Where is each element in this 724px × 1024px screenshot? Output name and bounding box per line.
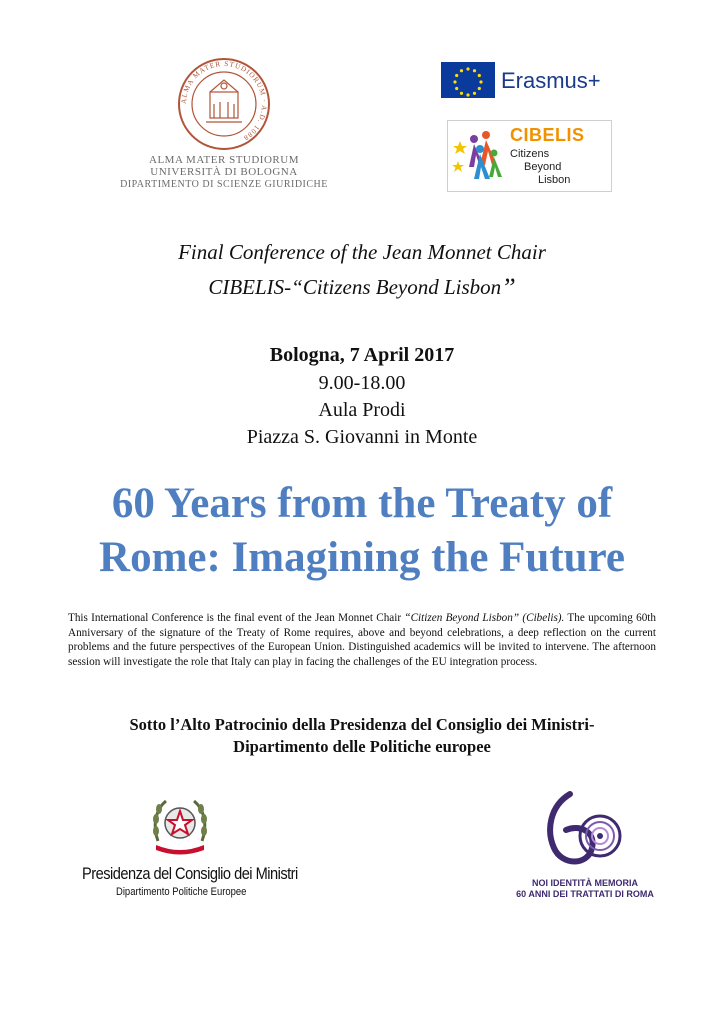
event-date: Bologna, 7 April 2017 bbox=[269, 344, 455, 366]
cibelis-word-citizens: Citizens bbox=[510, 148, 550, 160]
university-of-bologna-logo bbox=[116, 56, 332, 196]
erasmus-plus-logo bbox=[441, 62, 626, 98]
main-title bbox=[0, 477, 724, 585]
erasmus-plus-label: Erasmus+ bbox=[501, 68, 601, 93]
presidenza-line2: Dipartimento Politiche Europee bbox=[116, 886, 247, 898]
patronage-line2: Dipartimento delle Politiche europee bbox=[233, 737, 491, 756]
conference-subtitle-text: CIBELIS-“Citizens Beyond Lisbon bbox=[208, 275, 502, 299]
description-part1: This International Conference is the final event of the Jean Monnet Chair bbox=[68, 612, 405, 624]
svg-text:ALMA MATER STUDIORUM · A.D. 10: ALMA MATER STUDIORUM · A.D. 1088 bbox=[179, 59, 269, 143]
main-title-line2: Rome: Imagining the Future bbox=[99, 534, 625, 581]
sixty-logo-line2: 60 ANNI DEI TRATTATI DI ROMA bbox=[516, 889, 654, 899]
main-title-line1: 60 Years from the Treaty of bbox=[111, 480, 613, 527]
eu-flag-icon bbox=[441, 62, 495, 98]
conference-description bbox=[68, 611, 656, 669]
university-seal-icon bbox=[176, 56, 272, 152]
patronage-line1: Sotto l’Alto Patrocinio della Presidenza del Consiglio dei Ministri- bbox=[129, 715, 595, 734]
italian-republic-emblem-icon bbox=[150, 795, 210, 859]
presidenza-line1: Presidenza del Consiglio dei Ministri bbox=[82, 864, 298, 883]
description-italic: “Citizen Beyond Lisbon” (Cibelis). bbox=[404, 612, 565, 624]
cibelis-name: CIBELIS bbox=[510, 125, 585, 145]
unibo-line-alma-mater: ALMA MATER STUDIORUM bbox=[149, 154, 299, 166]
cibelis-figures-icon bbox=[452, 127, 502, 183]
conference-subtitle-line1: Final Conference of the Jean Monnet Chair bbox=[178, 240, 546, 264]
closing-quote: ” bbox=[501, 273, 516, 302]
unibo-line-universita: UNIVERSITÀ DI BOLOGNA bbox=[150, 166, 298, 178]
cibelis-logo bbox=[447, 120, 612, 192]
unibo-line-dipartimento: DIPARTIMENTO DI SCIENZE GIURIDICHE bbox=[120, 179, 328, 190]
sixty-years-treaty-logo-icon bbox=[540, 790, 624, 874]
event-room: Aula Prodi bbox=[318, 399, 406, 421]
cibelis-word-beyond: Beyond bbox=[524, 161, 562, 173]
sixty-logo-line1: NOI IDENTITÀ MEMORIA bbox=[532, 878, 638, 888]
conference-subtitle-line2 bbox=[0, 273, 724, 303]
event-time: 9.00-18.00 bbox=[318, 372, 406, 394]
description-part2: The upcoming 60th Anniversary of the signature of the Treaty of Rome requires, above and beyond celebrations, a deep reflection on the current problems and the future perspectives of the European Union. Distinguished academics will be invited to intervene. The afternoon session will investigate the role that Italy can play in facing the challenges of the EU integration process. bbox=[68, 612, 656, 668]
event-place: Piazza S. Giovanni in Monte bbox=[246, 426, 478, 448]
cibelis-word-lisbon: Lisbon bbox=[538, 174, 571, 186]
